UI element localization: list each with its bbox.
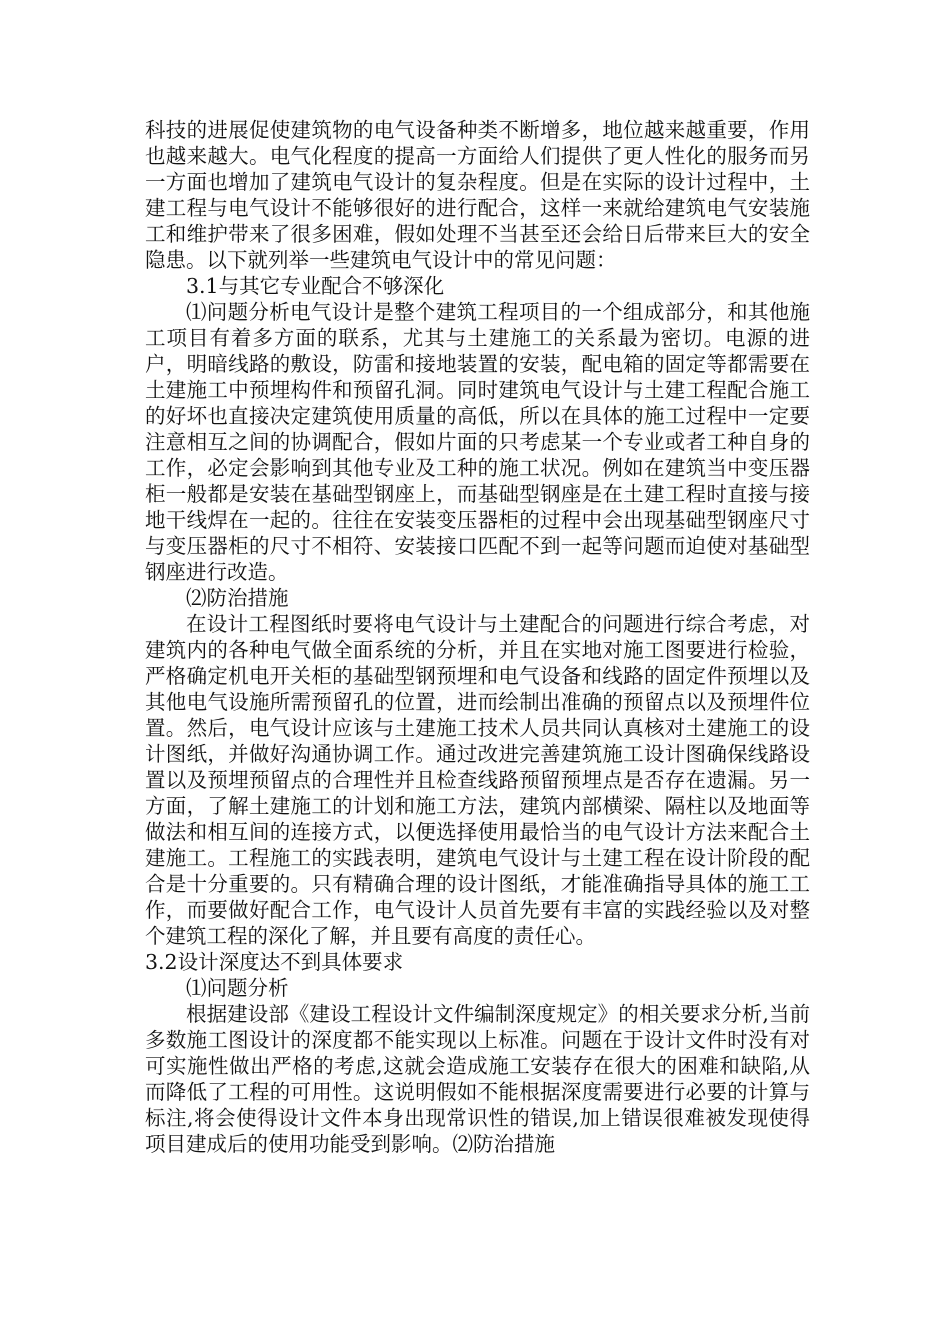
body-paragraph-intro: 科技的进展促使建筑物的电气设备种类不断增多，地位越来越重要，作用也越来越大。电气化程度的提高一方面给人们提供了更人性化的服务而另一方面也增加了建筑电气设计的复杂程度。但是在实际的设计过程中，土建工程与电气设计不能够很好的进行配合，这样一来就给建筑电气安装施工和维护带来了很多困难，假如处理不当甚至还会给日后带来巨大的安全隐患。以下就列举一些建筑电气设计中的常见问题：	[145, 118, 810, 272]
body-paragraph-problem-analysis-2: 根据建设部《建设工程设计文件编制深度规定》的相关要求分析,当前多数施工图设计的深度都不能实现以上标准。问题在于设计文件时没有对可实施性做出严格的考虑,这就会造成施工安装存在很大的困难和缺陷,从而降低了工程的可用性。这说明假如不能根据深度需要进行必要的计算与标注,将会使得设计文件本身出现常识性的错误,加上错误很难被发现使得项目建成后的使用功能受到影响。⑵防治措施	[145, 1002, 810, 1156]
section-heading-3-1: 3.1与其它专业配合不够深化	[186, 274, 445, 298]
body-paragraph-problem-analysis-1: ⑴问题分析电气设计是整个建筑工程项目的一个组成部分，和其他施工项目有着多方面的联系，尤其与土建施工的关系最为密切。电源的进户，明暗线路的敷设，防雷和接地装置的安装，配电箱的固定等都需要在土建施工中预埋构件和预留孔洞。同时建筑电气设计与土建工程配合施工的好坏也直接决定建筑使用质量的高低，所以在具体的施工过程中一定要注意相互之间的协调配合，假如片面的只考虑某一个专业或者工种自身的工作，必定会影响到其他专业及工种的施工状况。例如在建筑当中变压器柜一般都是安装在基础型钢座上，而基础型钢座是在土建工程时直接与接地干线焊在一起的。往往在安装变压器柜的过程中会出现基础型钢座尺寸与变压器柜的尺寸不相符、安装接口匹配不到一起等问题而迫使对基础型钢座进行改造。	[145, 300, 810, 584]
body-paragraph-prevention-1: 在设计工程图纸时要将电气设计与土建配合的问题进行综合考虑，对建筑内的各种电气做全面系统的分析，并且在实地对施工图要进行检验，严格确定机电开关柜的基础型钢预埋和电气设备和线路的固定件预埋以及其他电气设施所需预留孔的位置，进而绘制出准确的预留点以及预埋件位置。然后，电气设计应该与土建施工技术人员共同认真核对土建施工的设计图纸，并做好沟通协调工作。通过改进完善建筑施工设计图确保线路设置以及预埋预留点的合理性并且检查线路预留预埋点是否存在遗漏。另一方面，了解土建施工的计划和施工方法，建筑内部横梁、隔柱以及地面等做法和相互间的连接方式，以便选择使用最恰当的电气设计方法来配合土建施工。工程施工的实践表明，建筑电气设计与土建工程在设计阶段的配合是十分重要的。只有精确合理的设计图纸，才能准确指导具体的施工工作，而要做好配合工作，电气设计人员首先要有丰富的实践经验以及对整个建筑工程的深化了解，并且要有高度的责任心。	[145, 612, 810, 948]
subheading-problem-analysis-2: ⑴问题分析	[186, 976, 289, 1000]
document-page	[145, 117, 810, 1157]
section-heading-3-2: 3.2设计深度达不到具体要求	[145, 950, 404, 974]
subheading-prevention-measures-1: ⑵防治措施	[186, 586, 289, 610]
